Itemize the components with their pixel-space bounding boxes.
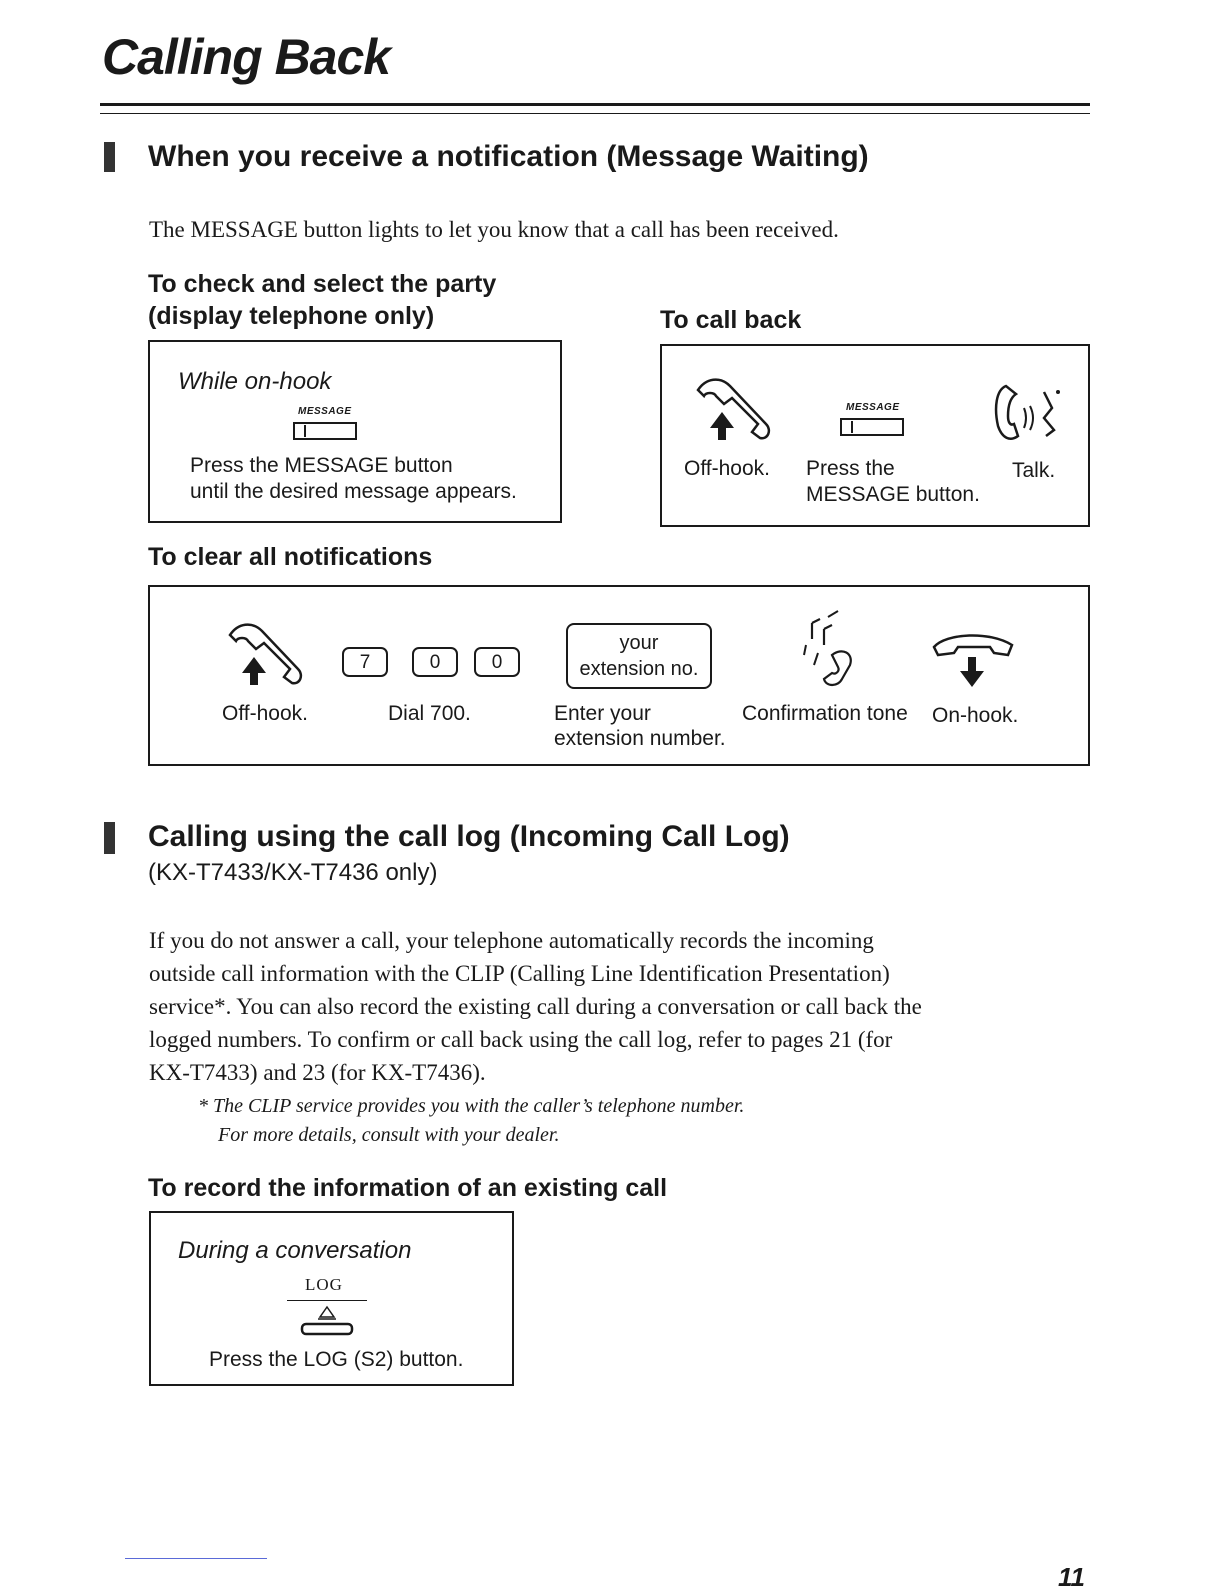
title-rule-thin <box>100 113 1090 114</box>
enter-extension-caption-line2: extension number. <box>554 727 726 750</box>
confirmation-tone-caption: Confirmation tone <box>742 702 908 725</box>
body-line: outside call information with the CLIP (Calling Line Identification Presentation) <box>149 961 890 986</box>
footer-rule <box>125 1558 267 1559</box>
check-heading-line1: To check and select the party <box>148 270 497 298</box>
check-caption-line2: until the desired message appears. <box>190 480 517 503</box>
extension-number-box <box>566 623 712 689</box>
section-subheading-models: (KX-T7433/KX-T7436 only) <box>148 859 438 886</box>
during-conversation-label: During a conversation <box>178 1237 412 1264</box>
press-message-caption-line1: Press the <box>806 457 895 480</box>
message-button-label: MESSAGE <box>298 406 352 417</box>
clip-footnote-line1: * The CLIP service provides you with the caller’s telephone number. <box>198 1095 745 1117</box>
page-title: Calling Back <box>102 29 391 85</box>
title-rule <box>100 103 1090 106</box>
check-party-box <box>148 340 562 523</box>
on-hook-icon <box>928 629 1018 689</box>
enter-extension-caption-line1: Enter your <box>554 702 651 725</box>
body-line: KX-T7433) and 23 (for KX-T7436). <box>149 1060 486 1085</box>
section-marker <box>104 822 115 854</box>
on-hook-caption: On-hook. <box>932 704 1019 727</box>
record-call-box <box>149 1211 514 1386</box>
off-hook-caption: Off-hook. <box>222 702 308 725</box>
extension-box-line1: your <box>619 632 659 654</box>
press-message-caption-line2: MESSAGE button. <box>806 483 980 506</box>
confirmation-tone-icon <box>798 609 868 693</box>
message-button-icon <box>840 418 904 436</box>
message-button-label: MESSAGE <box>846 402 900 413</box>
call-log-description <box>149 924 1099 1089</box>
section-marker <box>104 142 115 172</box>
check-caption-line1: Press the MESSAGE button <box>190 454 453 477</box>
dial-key-0: 0 <box>412 647 458 677</box>
talk-icon <box>988 378 1068 446</box>
dial-key-0-second: 0 <box>474 647 520 677</box>
extension-box-line2: extension no. <box>579 658 699 680</box>
clip-footnote-line2: For more details, consult with your dealer. <box>218 1124 560 1146</box>
off-hook-icon <box>224 619 308 691</box>
section-heading-call-log: Calling using the call log (Incoming Call Log) <box>148 820 790 853</box>
press-log-caption: Press the LOG (S2) button. <box>209 1348 464 1371</box>
check-heading-line2: (display telephone only) <box>148 302 435 330</box>
while-on-hook-label: While on-hook <box>178 368 332 395</box>
body-line: logged numbers. To confirm or call back using the call log, refer to pages 21 (for <box>149 1027 893 1052</box>
record-heading: To record the information of an existing call <box>148 1174 668 1202</box>
clear-heading: To clear all notifications <box>148 543 433 571</box>
log-button-label: LOG <box>305 1275 343 1294</box>
message-button-icon <box>293 422 357 440</box>
dial-caption: Dial 700. <box>388 702 471 725</box>
section-heading-message-waiting: When you receive a notification (Message Waiting) <box>148 140 869 173</box>
body-line: service*. You can also record the existing call during a conversation or call back the <box>149 994 922 1019</box>
clear-notifications-box <box>148 585 1090 766</box>
intro-text: The MESSAGE button lights to let you know that a call has been received. <box>149 217 839 242</box>
dial-key-7: 7 <box>342 647 388 677</box>
call-back-box <box>660 344 1090 527</box>
call-back-heading: To call back <box>660 306 802 334</box>
talk-caption: Talk. <box>1012 459 1056 482</box>
body-line: If you do not answer a call, your telephone automatically records the incoming <box>149 928 874 953</box>
page-number: 11 <box>1058 1562 1085 1592</box>
off-hook-icon <box>692 374 774 446</box>
log-label-rule <box>287 1300 367 1301</box>
off-hook-caption: Off-hook. <box>684 457 770 480</box>
log-button-icon <box>296 1305 358 1337</box>
